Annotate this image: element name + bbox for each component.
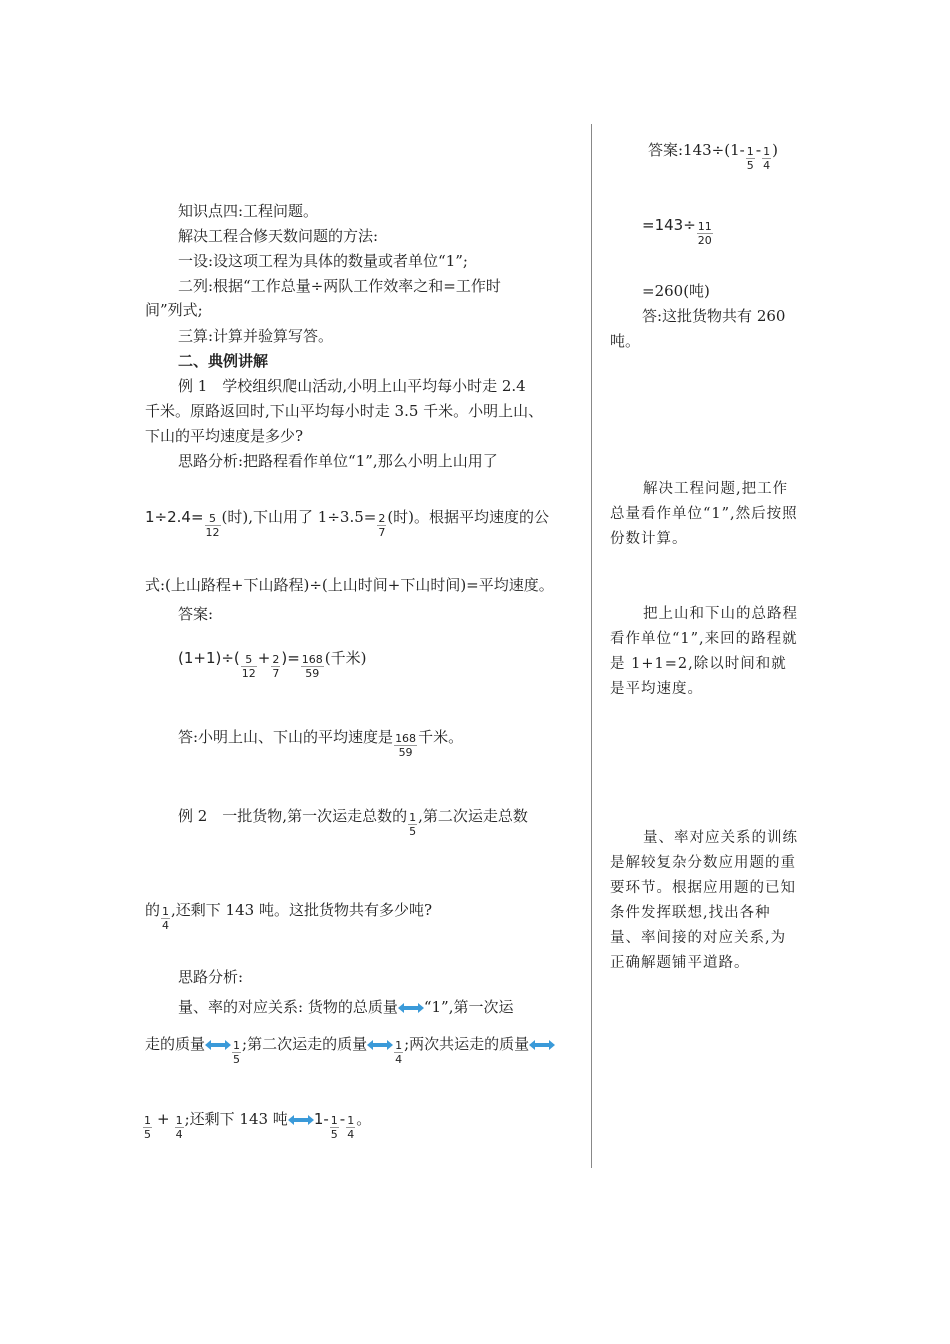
example1-analysis: 思路分析:把路程看作单位“1”,那么小明上山用了 [178, 452, 498, 470]
example1-line2: 千米。原路返回时,下山平均每小时走 3.5 千米。小明上山、 [145, 402, 544, 420]
fraction-1-5: $\frac{1}{5}$ [233, 1039, 241, 1066]
fraction-5-12: $\frac{5}{12}$ [205, 512, 220, 539]
side-answer-line1 [648, 140, 778, 172]
answer-text: 答:小明上山、下山的平均速度是 [178, 728, 394, 746]
fraction-1-5: $\frac{1}{5}$ [330, 1114, 338, 1141]
side-answer-line4: 答:这批货物共有 260 [642, 307, 786, 325]
double-arrow-icon [398, 1002, 424, 1014]
side-note-speed: 把上山和下山的总路程看作单位“1”,来回的路程就是 1+1=2,除以时间和就是平均速度。 [610, 606, 798, 697]
step-three: 三算:计算并验算写答。 [178, 327, 334, 345]
relation-line3 [142, 1109, 371, 1141]
method-title: 解决工程合修天数问题的方法: [178, 227, 379, 245]
example1-line3: 下山的平均速度是多少? [145, 427, 304, 445]
plus-sign: + [257, 649, 271, 667]
minus-sign: - [339, 1110, 346, 1128]
double-arrow-icon [288, 1114, 314, 1126]
fraction-11-20: $\frac{11}{20}$ [697, 220, 712, 247]
step-two-line2: 间”列式; [145, 301, 203, 319]
side-answer-text: 答案:143÷(1- [648, 141, 745, 159]
knowledge-title: 知识点四:工程问题。 [178, 202, 319, 220]
relation-text: ;两次共运走的质量 [404, 1035, 530, 1053]
side-answer-line2 [642, 215, 714, 247]
fraction-1-5: $\frac{1}{5}$ [409, 811, 417, 838]
fraction-1-4: $\frac{1}{4}$ [395, 1039, 403, 1066]
answer-text: 千米。 [418, 728, 464, 746]
example1-answer-label: 答案: [178, 605, 214, 623]
relation-text: “1”,第一次运 [423, 998, 514, 1016]
side-answer-text: ) [772, 141, 778, 159]
fraction-2-7: $\frac{2}{7}$ [272, 653, 280, 680]
fraction-168-59: $\frac{168}{59}$ [395, 732, 417, 759]
relation-text: 量、率的对应关系: 货物的总质量 [178, 998, 398, 1016]
example2-analysis: 思路分析: [178, 968, 244, 986]
example2-text: 例 2 一批货物,第一次运走总数的 [178, 807, 408, 825]
fraction-2-7: $\frac{2}{7}$ [378, 512, 386, 539]
plus-sign: + [157, 1110, 170, 1128]
example2-text: 的 [145, 901, 161, 919]
side-note-engineering: 解决工程问题,把工作总量看作单位“1”,然后按照份数计算。 [610, 481, 798, 547]
fraction-1-5: $\frac{1}{5}$ [746, 145, 754, 172]
step-two-line1: 二列:根据“工作总量÷两队工作效率之和=工作时 [178, 277, 501, 295]
example1-line1: 例 1 学校组织爬山活动,小明上山平均每小时走 2.4 [178, 377, 526, 395]
side-answer-line5: 吨。 [610, 332, 641, 350]
example2-text: ,还剩下 143 吨。这批货物共有多少吨? [171, 901, 432, 919]
fraction-168-59: $\frac{168}{59}$ [301, 653, 323, 680]
example2-line2 [145, 900, 432, 932]
step-one: 一设:设这项工程为具体的数量或者单位“1”; [178, 252, 468, 270]
relation-line2 [145, 1034, 555, 1066]
minus-sign: - [755, 141, 762, 159]
fraction-1-4: $\frac{1}{4}$ [347, 1114, 355, 1141]
example1-answer [178, 727, 463, 759]
relation-line1 [178, 997, 513, 1017]
column-divider [591, 124, 592, 1168]
side-answer-text: =143÷ [642, 216, 696, 234]
side-note-relation: 量、率对应关系的训练是解较复杂分数应用题的重要环节。根据应用题的已知条件发挥联想,找出各种量、率间接的对应关系,为正确解题铺平道路。 [610, 830, 798, 971]
calc-text: (时),下山用了 1÷3.5= [221, 508, 377, 526]
relation-text: ;第二次运走的质量 [242, 1035, 368, 1053]
unit-text: (千米) [324, 649, 367, 667]
side-answer-line3: =260(吨) [642, 282, 710, 300]
calc-text: )= [281, 649, 300, 667]
calc-text: (时)。根据平均速度的公 [387, 508, 550, 526]
fraction-1-5: $\frac{1}{5}$ [144, 1114, 151, 1141]
fraction-1-4: $\frac{1}{4}$ [162, 905, 170, 932]
calc-text: 1÷2.4= [145, 508, 204, 526]
double-arrow-icon [529, 1039, 555, 1051]
calc-text: (1+1)÷( [178, 649, 240, 667]
example2-line1 [178, 806, 528, 838]
double-arrow-icon [205, 1039, 231, 1051]
fraction-5-12: $\frac{5}{12}$ [241, 653, 256, 680]
relation-text: 1- [313, 1110, 329, 1128]
fraction-1-4: $\frac{1}{4}$ [175, 1114, 183, 1141]
relation-text: ;还剩下 143 吨 [184, 1110, 288, 1128]
example1-time-calc [145, 507, 549, 539]
fraction-1-4: $\frac{1}{4}$ [763, 145, 771, 172]
section-heading: 二、典例讲解 [178, 352, 269, 370]
example2-text: ,第二次运走总数 [418, 807, 528, 825]
double-arrow-icon [367, 1039, 393, 1051]
relation-text: 走的质量 [145, 1035, 206, 1053]
example1-answer-calc [178, 648, 367, 680]
example1-formula: 式:(上山路程+下山路程)÷(上山时间+下山时间)=平均速度。 [145, 576, 554, 594]
relation-text: 。 [356, 1110, 372, 1128]
